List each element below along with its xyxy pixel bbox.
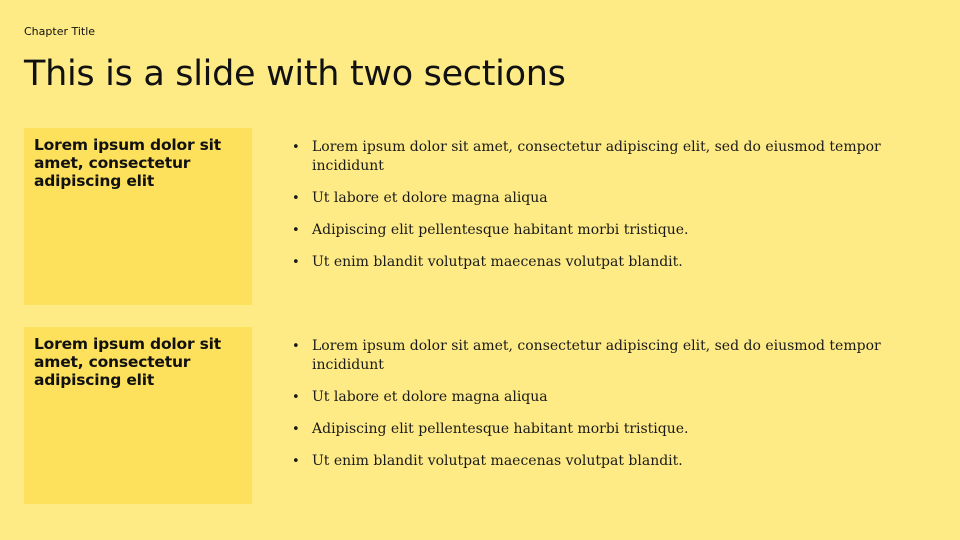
bullet-icon: • xyxy=(292,339,300,354)
bullet-item xyxy=(292,253,912,272)
section-2-callout-box xyxy=(24,327,252,504)
bullet-text: Ut labore et dolore magna aliqua xyxy=(312,190,548,206)
bullet-text: Adipiscing elit pellentesque habitant morbi tristique. xyxy=(312,421,689,437)
bullet-item xyxy=(292,138,912,176)
section-1-bullet-list xyxy=(292,138,912,285)
bullet-text: Ut enim blandit volutpat maecenas volutpat blandit. xyxy=(312,254,683,270)
bullet-icon: • xyxy=(292,223,300,238)
chapter-title: Chapter Title xyxy=(24,25,96,38)
bullet-item xyxy=(292,337,912,375)
bullet-item xyxy=(292,189,912,208)
bullet-text: Adipiscing elit pellentesque habitant morbi tristique. xyxy=(312,222,689,238)
bullet-icon: • xyxy=(292,454,300,469)
section-2 xyxy=(24,327,924,504)
section-1 xyxy=(24,128,924,305)
section-2-callout-text: Lorem ipsum dolor sit amet, consectetur adipiscing elit xyxy=(34,335,221,389)
bullet-item xyxy=(292,420,912,439)
bullet-text: Ut enim blandit volutpat maecenas volutpat blandit. xyxy=(312,453,683,469)
bullet-item xyxy=(292,221,912,240)
bullet-icon: • xyxy=(292,140,300,155)
bullet-icon: • xyxy=(292,390,300,405)
section-1-callout-text: Lorem ipsum dolor sit amet, consectetur adipiscing elit xyxy=(34,136,221,190)
bullet-text: Lorem ipsum dolor sit amet, consectetur adipiscing elit, sed do eiusmod tempor incididunt xyxy=(312,338,881,373)
bullet-icon: • xyxy=(292,255,300,270)
section-1-callout-box xyxy=(24,128,252,305)
bullet-item xyxy=(292,388,912,407)
bullet-text: Lorem ipsum dolor sit amet, consectetur adipiscing elit, sed do eiusmod tempor incididunt xyxy=(312,139,881,174)
bullet-icon: • xyxy=(292,191,300,206)
bullet-icon: • xyxy=(292,422,300,437)
slide-title: This is a slide with two sections xyxy=(24,54,566,94)
bullet-item xyxy=(292,452,912,471)
bullet-text: Ut labore et dolore magna aliqua xyxy=(312,389,548,405)
section-2-bullet-list xyxy=(292,337,912,484)
